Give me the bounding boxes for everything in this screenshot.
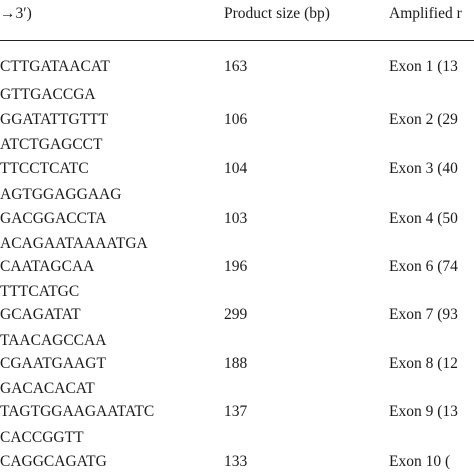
header-amplified-region: Amplified r [389, 5, 462, 22]
amplified-region: Exon 1 (13 [389, 58, 458, 75]
product-size: 104 [224, 160, 248, 177]
reverse-primer: TTTCATGC [0, 283, 80, 300]
amplified-region: Exon 9 (13 [389, 403, 458, 420]
amplified-region: Exon 2 (29 [389, 111, 458, 128]
forward-primer: TAGTGGAAGAATATC [0, 403, 155, 420]
forward-primer: CGAATGAAGT [0, 355, 106, 372]
header-product-size: Product size (bp) [224, 5, 330, 22]
product-size: 299 [224, 306, 248, 323]
forward-primer: GACGGACCTA [0, 210, 107, 227]
product-size: 188 [224, 355, 248, 372]
reverse-primer: ATCTGAGCCT [0, 136, 103, 153]
product-size: 103 [224, 210, 248, 227]
reverse-primer: TAACAGCCAA [0, 332, 107, 349]
amplified-region: Exon 10 ( [389, 453, 451, 470]
amplified-region: Exon 4 (50 [389, 210, 458, 227]
product-size: 133 [224, 453, 248, 470]
forward-primer: TTCCTCATC [0, 160, 89, 177]
product-size: 137 [224, 403, 248, 420]
forward-primer: GGATATTGTTT [0, 111, 109, 128]
product-size: 163 [224, 58, 248, 75]
product-size: 106 [224, 111, 248, 128]
amplified-region: Exon 6 (74 [389, 258, 458, 275]
amplified-region: Exon 8 (12 [389, 355, 458, 372]
reverse-primer: AGTGGAGGAAG [0, 186, 122, 203]
forward-primer: CAATAGCAA [0, 258, 95, 275]
forward-primer: GCAGATAT [0, 306, 81, 323]
reverse-primer: GACACACAT [0, 380, 95, 397]
reverse-primer: ACAGAATAAAATGA [0, 235, 148, 252]
reverse-primer: CACCGGTT [0, 429, 84, 446]
product-size: 196 [224, 258, 248, 275]
reverse-primer: GTTGACCGA [0, 86, 96, 103]
header-sequence: →3′) [0, 5, 32, 22]
amplified-region: Exon 7 (93 [389, 306, 458, 323]
forward-primer: CTTGATAACAT [0, 58, 110, 75]
amplified-region: Exon 3 (40 [389, 160, 458, 177]
header-rule [0, 40, 474, 41]
forward-primer: CAGGCAGATG [0, 453, 107, 470]
